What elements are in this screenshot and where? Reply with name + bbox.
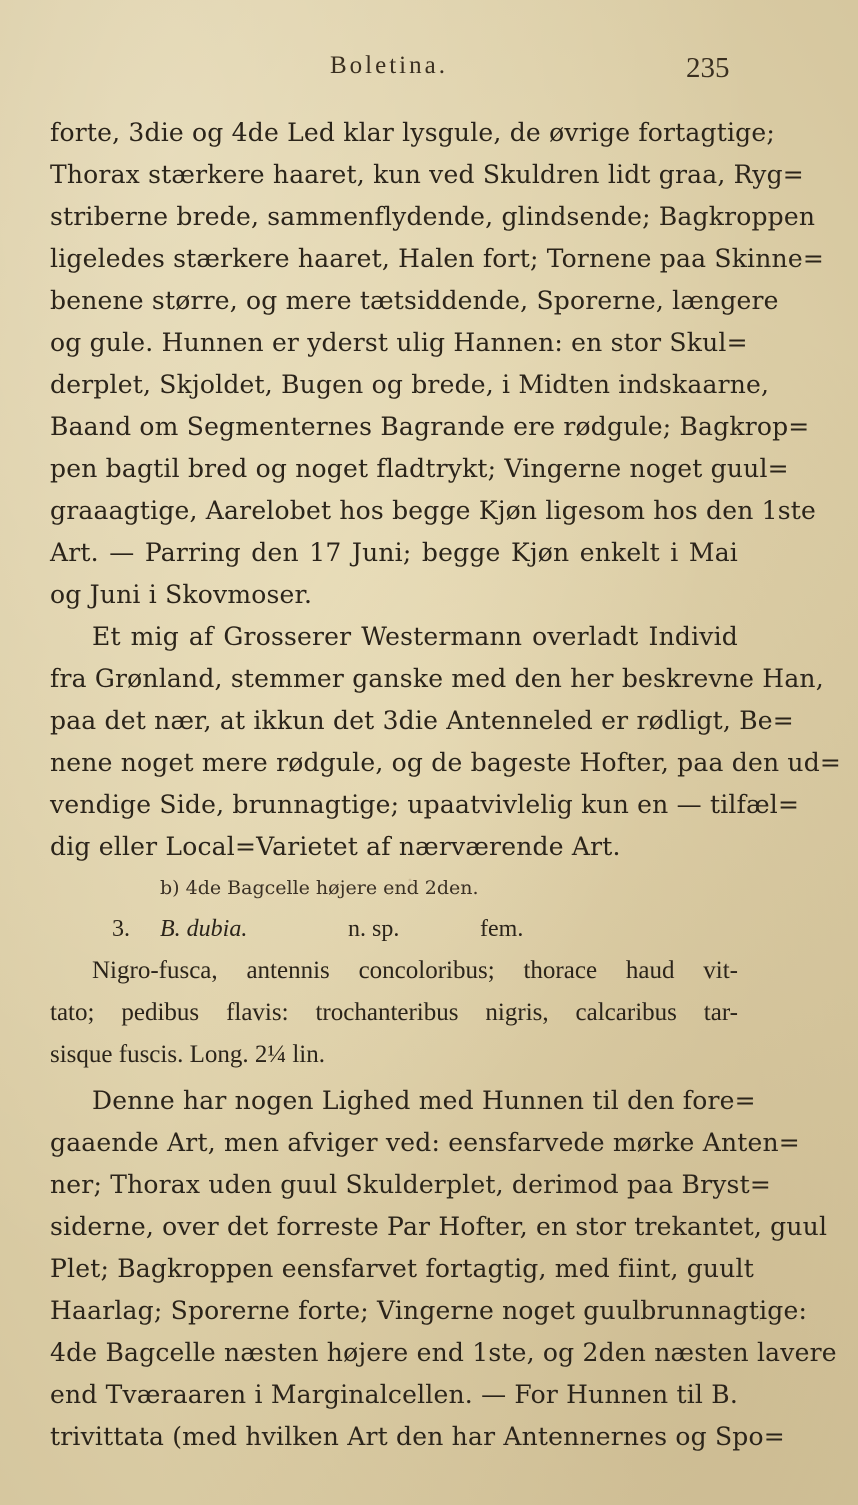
- latin-line: sisque fuscis. Long. 2¼ lin.: [50, 1041, 325, 1068]
- text-line: graaagtige, Aarelobet hos begge Kjøn ligesom hos den 1ste: [50, 496, 817, 525]
- text-line: trivittata (med hvilken Art den har Antennernes og Spo=: [50, 1422, 785, 1451]
- text-line: forte, 3die og 4de Led klar lysgule, de øvrige fortagtige;: [50, 118, 776, 147]
- text-line: striberne brede, sammenflydende, glindsende; Bagkroppen: [50, 202, 816, 231]
- text-line: derplet, Skjoldet, Bugen og brede, i Midten indskaarne,: [50, 370, 770, 399]
- text-line: Art. — Parring den 17 Juni; begge Kjøn enkelt i Mai: [50, 538, 738, 567]
- page-number: 235: [686, 52, 730, 84]
- paragraph-3: [50, 1080, 837, 1458]
- text-line: paa det nær, at ikkun det 3die Antenneled er rødligt, Be=: [50, 706, 794, 735]
- running-title: Boletina.: [330, 52, 448, 79]
- latin-line: tato; pedibus flavis: trochanteribus nigris, calcaribus tar-: [50, 999, 738, 1026]
- text-line: benene større, og mere tætsiddende, Sporerne, længere: [50, 286, 779, 315]
- species-sex: fem.: [480, 916, 524, 942]
- text-line: 4de Bagcelle næsten højere end 1ste, og 2den næsten lavere: [50, 1338, 837, 1367]
- text-line: pen bagtil bred og noget fladtrykt; Vingerne noget guul=: [50, 454, 789, 483]
- text-line: gaaende Art, men afviger ved: eensfarvede mørke Anten=: [50, 1128, 800, 1157]
- species-name: B. dubia.: [160, 916, 248, 942]
- text-line: dig eller Local=Varietet af nærværende Art.: [50, 832, 621, 861]
- species-number: 3.: [112, 916, 130, 942]
- text-line: og gule. Hunnen er yderst ulig Hannen: en stor Skul=: [50, 328, 748, 357]
- text-line: Plet; Bagkroppen eensfarvet fortagtig, med fiint, guult: [50, 1254, 754, 1283]
- text-line: ner; Thorax uden guul Skulderplet, derimod paa Bryst=: [50, 1170, 771, 1199]
- text-line: Baand om Segmenternes Bagrande ere rødgule; Bagkrop=: [50, 412, 810, 441]
- text-block: [50, 112, 842, 1458]
- text-line: ligeledes stærkere haaret, Halen fort; Tornene paa Skinne=: [50, 244, 824, 273]
- paragraph-1: [50, 112, 824, 616]
- text-line: siderne, over det forreste Par Hofter, en stor trekantet, guul: [50, 1212, 828, 1241]
- latin-description: [50, 950, 738, 1076]
- species-heading: [50, 908, 738, 950]
- text-line: Et mig af Grosserer Westermann overladt Individ: [92, 622, 738, 651]
- text-line: Denne har nogen Lighed med Hunnen til den fore=: [92, 1086, 756, 1115]
- text-line: Haarlag; Sporerne forte; Vingerne noget guulbrunnagtige:: [50, 1296, 808, 1325]
- text-line: end Tværaaren i Marginalcellen. — For Hunnen til B.: [50, 1380, 738, 1409]
- running-head: [0, 52, 858, 92]
- text-line: og Juni i Skovmoser.: [50, 580, 313, 609]
- paragraph-2: [50, 616, 842, 868]
- species-status: n. sp.: [348, 916, 400, 942]
- text-line: nene noget mere rødgule, og de bageste Hofter, paa den ud=: [50, 748, 842, 777]
- footnote: b) 4de Bagcelle højere end 2den.: [160, 877, 479, 899]
- latin-line: Nigro-fusca, antennis concoloribus; thorace haud vit-: [92, 957, 738, 984]
- text-line: Thorax stærkere haaret, kun ved Skuldren lidt graa, Ryg=: [50, 160, 804, 189]
- text-line: vendige Side, brunnagtige; upaatvivlelig kun en — tilfæl=: [50, 790, 800, 819]
- text-line: fra Grønland, stemmer ganske med den her beskrevne Han,: [50, 664, 824, 693]
